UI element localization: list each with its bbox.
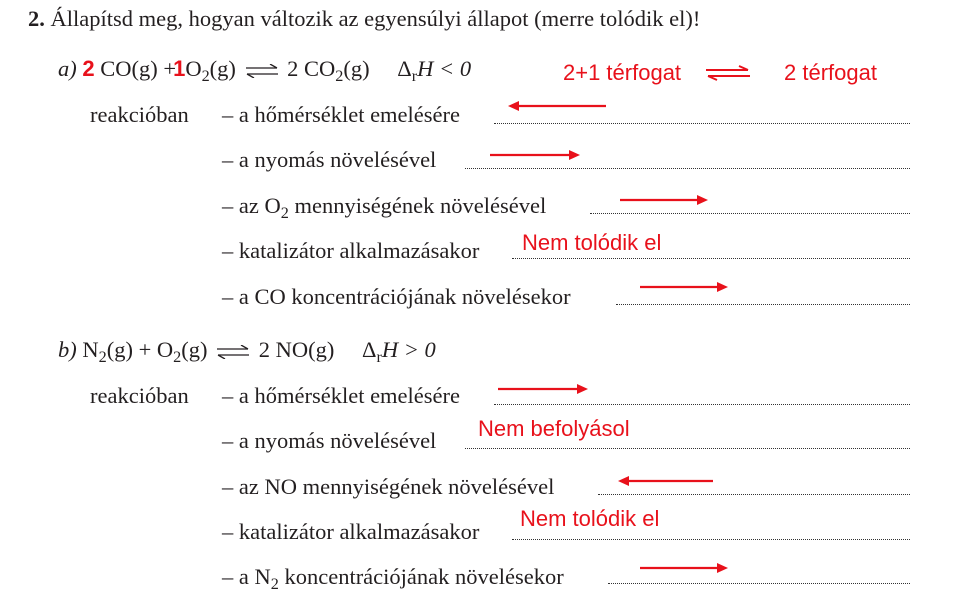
product-co2: 2 CO xyxy=(287,56,336,81)
equilibrium-arrow-icon xyxy=(244,64,280,78)
arrow-right-icon xyxy=(498,382,588,396)
part-b-item-pressure: – a nyomás növelésével xyxy=(222,428,437,453)
o2-subscript: 2 xyxy=(201,67,210,86)
part-b-intro: reakcióban xyxy=(90,383,189,408)
part-a-item-catalyst: – katalizátor alkalmazásakor xyxy=(222,238,480,263)
arrow-right-icon xyxy=(490,148,580,162)
enthalpy-a: $\Delta_rH < 0$ xyxy=(397,56,472,86)
answer-line xyxy=(598,494,910,495)
enthalpy-b: $\Delta_rH > 0$ xyxy=(361,337,436,367)
species-co: CO(g) + xyxy=(100,56,177,81)
coef-co-annotation: 2 xyxy=(82,56,95,81)
co2-state: (g) xyxy=(343,56,370,81)
arrow-right-icon xyxy=(620,193,708,207)
answer-line xyxy=(616,304,910,305)
o2-state: (g) xyxy=(209,56,236,81)
answer-line xyxy=(512,539,910,540)
answer-line xyxy=(590,213,910,214)
part-b-item-no: – az NO mennyiségének növelésével xyxy=(222,474,555,499)
part-b-item-catalyst: – katalizátor alkalmazásakor xyxy=(222,519,480,544)
answer-text-b-pressure: Nem befolyásol xyxy=(478,416,630,441)
coef-o2-annotation: 1 xyxy=(173,56,186,81)
product-no: 2 NO(g) xyxy=(258,337,335,362)
answer-text-a-catalyst: Nem tolódik el xyxy=(522,230,662,255)
arrow-right-icon xyxy=(640,280,728,294)
part-b-label: b) xyxy=(58,337,77,362)
arrow-left-icon xyxy=(618,474,714,488)
task-title xyxy=(28,6,700,32)
equation-b: b) $N_2(g) + O_2(g)$ 2 NO(g) $\Delta_rH > 0$ xyxy=(58,337,436,367)
part-a-item-co: – a CO koncentrációjának növelésekor xyxy=(222,284,571,309)
part-b-item-temperature: – a hőmérséklet emelésére xyxy=(222,383,461,408)
volume-left-annotation: 2+1 térfogat xyxy=(563,60,682,85)
part-a-item-o2: – az $O_2$ mennyiségének növelésével xyxy=(222,193,547,223)
part-a-intro: reakcióban xyxy=(90,102,189,127)
answer-line xyxy=(494,123,910,124)
answer-line xyxy=(608,583,910,584)
part-a-item-pressure: – a nyomás növelésével xyxy=(222,147,437,172)
equation-a xyxy=(58,56,472,86)
equilibrium-annotation-icon xyxy=(706,66,750,80)
co2-subscript: 2 xyxy=(335,67,344,86)
equilibrium-arrow-icon xyxy=(215,345,251,359)
volume-right-annotation: 2 térfogat xyxy=(784,60,877,85)
answer-line xyxy=(494,404,910,405)
task-number: 2. xyxy=(28,6,45,31)
answer-line xyxy=(465,448,910,449)
task-text: Állapítsd meg, hogyan változik az egyensúlyi állapot (merre tolódik el)! xyxy=(50,6,701,31)
species-o2: O xyxy=(185,56,202,81)
part-b-item-n2: – a $N_2$ koncentrációjának növelésekor xyxy=(222,564,564,594)
answer-text-b-catalyst: Nem tolódik el xyxy=(520,506,660,531)
part-a-item-temperature: – a hőmérséklet emelésére xyxy=(222,102,461,127)
arrow-left-icon xyxy=(508,99,608,113)
part-a-label: a) xyxy=(58,56,77,81)
answer-line xyxy=(465,168,910,169)
arrow-right-icon xyxy=(640,561,728,575)
answer-line xyxy=(512,258,910,259)
